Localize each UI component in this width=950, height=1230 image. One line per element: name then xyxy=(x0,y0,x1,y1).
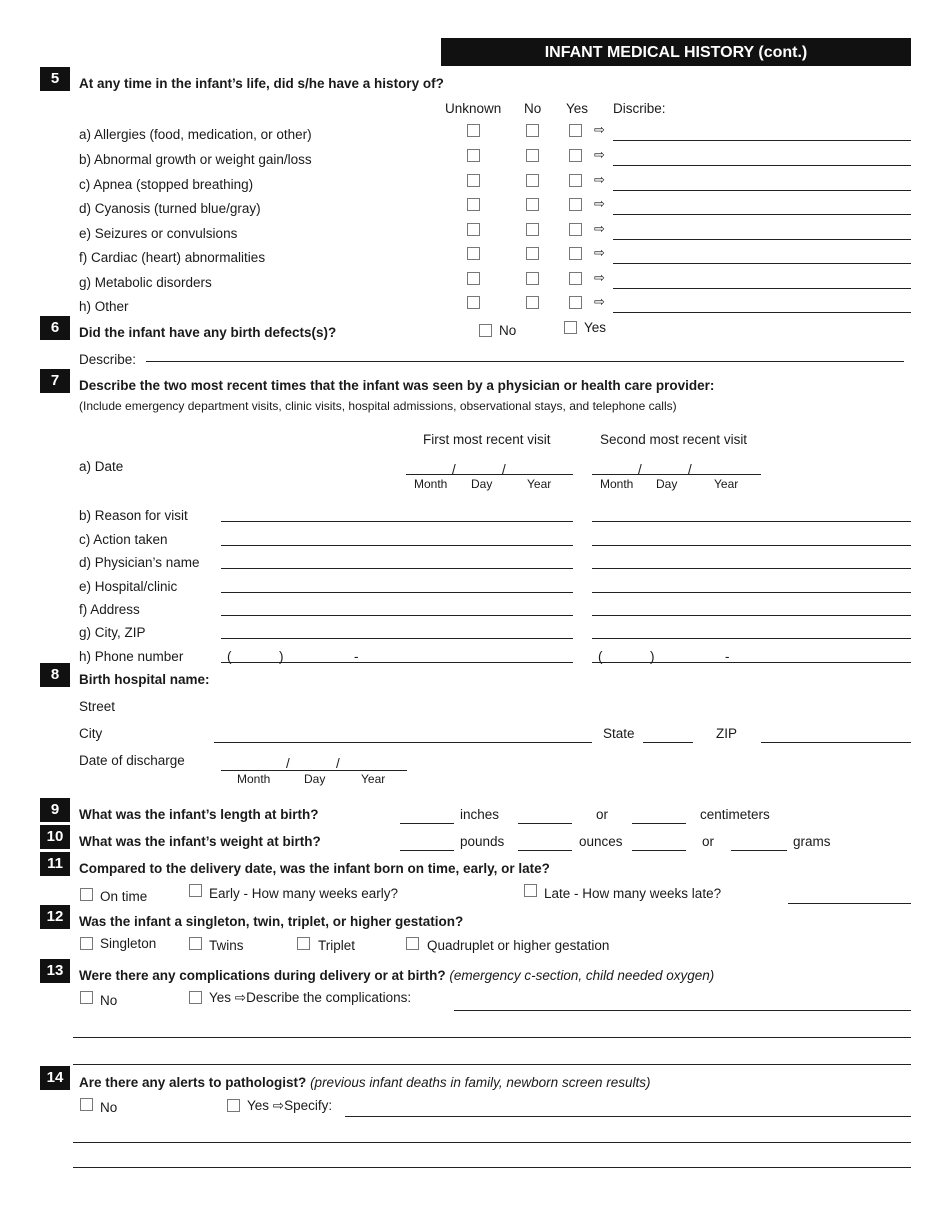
q7-second-visit-field[interactable] xyxy=(592,615,911,616)
q8-discharge-field[interactable] xyxy=(221,770,407,771)
q14-hint: (previous infant deaths in family, newborn screen results) xyxy=(310,1075,651,1090)
q11-on-time-label: On time xyxy=(100,889,148,904)
q5-yes-checkbox[interactable] xyxy=(569,247,582,260)
col-yes: Yes xyxy=(566,101,589,116)
arrow-right-icon: ⇨ xyxy=(594,147,605,162)
q14-no-checkbox[interactable] xyxy=(80,1098,93,1111)
q11-question: Compared to the delivery date, was the infant born on time, early, or late? xyxy=(79,861,550,876)
q6-yes-label: Yes xyxy=(584,320,607,335)
q5-item-label: d) Cyanosis (turned blue/gray) xyxy=(79,201,261,216)
q5-describe-field[interactable] xyxy=(613,263,911,264)
q7-row-label: h) Phone number xyxy=(79,649,184,664)
q13-describe-label: Describe the complications: xyxy=(246,990,412,1005)
q5-yes-checkbox[interactable] xyxy=(569,198,582,211)
q8-zip-field[interactable] xyxy=(761,742,911,743)
q12-triplet-checkbox[interactable] xyxy=(297,937,310,950)
q5-yes-checkbox[interactable] xyxy=(569,149,582,162)
day-label: Day xyxy=(471,477,493,491)
q5-yes-checkbox[interactable] xyxy=(569,272,582,285)
q14-question: Are there any alerts to pathologist? xyxy=(79,1075,307,1090)
q8-question: Birth hospital name: xyxy=(79,672,210,687)
q5-yes-checkbox[interactable] xyxy=(569,223,582,236)
q10-question: What was the infant’s weight at birth? xyxy=(79,834,321,849)
q13-no-checkbox[interactable] xyxy=(80,991,93,1004)
q5-describe-field[interactable] xyxy=(613,312,911,313)
q9-or: or xyxy=(596,807,609,822)
slash: / xyxy=(638,462,642,477)
q7-second-visit-field[interactable] xyxy=(592,662,911,663)
q14-specify-label: Specify: xyxy=(284,1098,333,1113)
q12-twins-checkbox[interactable] xyxy=(189,937,202,950)
q12-triplet-label: Triplet xyxy=(318,938,356,953)
q5-no-checkbox[interactable] xyxy=(526,296,539,309)
q8-discharge-label: Date of discharge xyxy=(79,753,185,768)
q5-describe-field[interactable] xyxy=(613,288,911,289)
q5-item-label: h) Other xyxy=(79,299,129,314)
q5-item-label: f) Cardiac (heart) abnormalities xyxy=(79,250,266,265)
q5-item-label: a) Allergies (food, medication, or other) xyxy=(79,127,312,142)
q7-first-visit-field[interactable] xyxy=(221,662,573,663)
q7-row-label: g) City, ZIP xyxy=(79,625,146,640)
q12-singleton-label: Singleton xyxy=(100,936,157,951)
q5-yes-checkbox[interactable] xyxy=(569,296,582,309)
q9-cm-field[interactable] xyxy=(632,823,686,824)
q5-unknown-checkbox[interactable] xyxy=(467,149,480,162)
month-label: Month xyxy=(414,477,448,491)
q5-item-label: b) Abnormal growth or weight gain/loss xyxy=(79,152,312,167)
q14-specify-field-line3[interactable] xyxy=(73,1167,911,1168)
q12-quad-checkbox[interactable] xyxy=(406,937,419,950)
arrow-right-icon: ⇨ xyxy=(594,245,605,260)
q9-cm-label: centimeters xyxy=(700,807,770,822)
col-no: No xyxy=(524,101,542,116)
q7-second-visit-field[interactable] xyxy=(592,545,911,546)
q14-specify-field-line2[interactable] xyxy=(73,1142,911,1143)
q8-city-label: City xyxy=(79,726,103,741)
q7-row-label: f) Address xyxy=(79,602,140,617)
q5-unknown-checkbox[interactable] xyxy=(467,198,480,211)
question-number-14: 14 xyxy=(40,1066,70,1090)
q6-describe-field[interactable] xyxy=(146,361,904,362)
q5-no-checkbox[interactable] xyxy=(526,223,539,236)
q7-second-visit-field[interactable] xyxy=(592,568,911,569)
q10-grams-field[interactable] xyxy=(731,850,787,851)
day-label: Day xyxy=(304,772,326,786)
question-number-10: 10 xyxy=(40,825,70,849)
q7-date-label: a) Date xyxy=(79,459,124,474)
q5-item-label: e) Seizures or convulsions xyxy=(79,226,238,241)
slash: / xyxy=(336,756,340,771)
arrow-right-icon: ⇨ xyxy=(234,990,247,1005)
q5-describe-field[interactable] xyxy=(613,140,911,141)
col-unknown: Unknown xyxy=(445,101,502,116)
q7-row-label: d) Physician’s name xyxy=(79,555,200,570)
q13-describe-field-line2[interactable] xyxy=(73,1037,911,1038)
q10-ounces-extra-field[interactable] xyxy=(632,850,686,851)
question-number-6: 6 xyxy=(40,316,70,340)
q8-zip-label: ZIP xyxy=(716,726,738,741)
question-number-11: 11 xyxy=(40,852,70,876)
question-number-9: 9 xyxy=(40,798,70,822)
q13-yes-line xyxy=(209,990,411,1006)
slash: / xyxy=(502,462,506,477)
question-number-13: 13 xyxy=(40,959,70,983)
year-label: Year xyxy=(714,477,739,491)
col-describe: Discribe: xyxy=(613,101,666,116)
q13-describe-field[interactable] xyxy=(454,1010,911,1011)
q7-second-date-field[interactable] xyxy=(592,474,761,475)
q7-first-date-field[interactable] xyxy=(406,474,573,475)
q13-question-line xyxy=(79,968,714,983)
q13-no-label: No xyxy=(100,993,118,1008)
q5-unknown-checkbox[interactable] xyxy=(467,272,480,285)
q7-note: (Include emergency department visits, clinic visits, hospital admissions, observational stays, and telephone calls) xyxy=(79,399,677,413)
q14-question-line xyxy=(79,1075,650,1090)
q6-question: Did the infant have any birth defects(s)? xyxy=(79,325,337,340)
q13-question: Were there any complications during delivery or at birth? xyxy=(79,968,446,983)
q9-question: What was the infant’s length at birth? xyxy=(79,807,319,822)
q7-second-visit-header: Second most recent visit xyxy=(600,432,748,447)
q5-describe-field[interactable] xyxy=(613,239,911,240)
q7-row-label: c) Action taken xyxy=(79,532,168,547)
slash: / xyxy=(286,756,290,771)
phone-close-paren: ) xyxy=(650,649,655,664)
q9-inches-label: inches xyxy=(460,807,500,822)
q5-unknown-checkbox[interactable] xyxy=(467,124,480,137)
page-header: INFANT MEDICAL HISTORY (cont.) xyxy=(441,38,911,66)
arrow-right-icon: ⇨ xyxy=(594,221,605,236)
q5-unknown-checkbox[interactable] xyxy=(467,174,480,187)
q6-no-label: No xyxy=(499,323,517,338)
q13-describe-field-line3[interactable] xyxy=(73,1064,911,1065)
arrow-right-icon: ⇨ xyxy=(594,294,605,309)
q10-ounces-label: ounces xyxy=(579,834,623,849)
q11-on-time-checkbox[interactable] xyxy=(80,888,93,901)
month-label: Month xyxy=(600,477,634,491)
q14-specify-field[interactable] xyxy=(345,1116,911,1117)
q5-describe-field[interactable] xyxy=(613,165,911,166)
q7-first-visit-field[interactable] xyxy=(221,592,573,593)
q11-weeks-field[interactable] xyxy=(788,903,911,904)
phone-dash: - xyxy=(354,649,359,664)
question-number-8: 8 xyxy=(40,663,70,687)
q5-unknown-checkbox[interactable] xyxy=(467,296,480,309)
q11-early-label: Early - How many weeks early? xyxy=(209,886,399,901)
q11-late-label: Late - How many weeks late? xyxy=(544,886,722,901)
arrow-right-icon: ⇨ xyxy=(594,122,605,137)
arrow-right-icon: ⇨ xyxy=(594,270,605,285)
q5-yes-checkbox[interactable] xyxy=(569,124,582,137)
q5-item-label: c) Apnea (stopped breathing) xyxy=(79,177,254,192)
phone-open-paren: ( xyxy=(227,649,232,664)
q7-second-visit-field[interactable] xyxy=(592,592,911,593)
q10-pounds-label: pounds xyxy=(460,834,505,849)
q14-yes-line xyxy=(247,1098,332,1114)
q8-street-label: Street xyxy=(79,699,116,714)
phone-open-paren: ( xyxy=(598,649,603,664)
day-label: Day xyxy=(656,477,678,491)
q10-ounces-field[interactable] xyxy=(518,850,572,851)
q7-first-visit-field[interactable] xyxy=(221,568,573,569)
year-label: Year xyxy=(361,772,386,786)
arrow-right-icon: ⇨ xyxy=(594,172,605,187)
q9-inches-extra-field[interactable] xyxy=(518,823,572,824)
arrow-right-icon: ⇨ xyxy=(594,196,605,211)
q7-second-visit-field[interactable] xyxy=(592,638,911,639)
phone-close-paren: ) xyxy=(279,649,284,664)
q11-early-checkbox[interactable] xyxy=(189,884,202,897)
question-number-12: 12 xyxy=(40,905,70,929)
q7-row-label: e) Hospital/clinic xyxy=(79,579,178,594)
q5-no-checkbox[interactable] xyxy=(526,272,539,285)
q10-or: or xyxy=(702,834,715,849)
q7-row-label: b) Reason for visit xyxy=(79,508,188,523)
q5-unknown-checkbox[interactable] xyxy=(467,247,480,260)
q12-question: Was the infant a singleton, twin, triplet, or higher gestation? xyxy=(79,914,464,929)
q14-yes-checkbox[interactable] xyxy=(227,1099,240,1112)
arrow-right-icon: ⇨ xyxy=(272,1098,285,1113)
q13-yes-label: Yes xyxy=(209,990,232,1005)
q6-describe-label: Describe: xyxy=(79,352,137,367)
q5-describe-field[interactable] xyxy=(613,190,911,191)
q7-first-visit-header: First most recent visit xyxy=(423,432,551,447)
q13-yes-checkbox[interactable] xyxy=(189,991,202,1004)
q5-item-label: g) Metabolic disorders xyxy=(79,275,212,290)
q5-no-checkbox[interactable] xyxy=(526,198,539,211)
q5-no-checkbox[interactable] xyxy=(526,247,539,260)
q5-describe-field[interactable] xyxy=(613,214,911,215)
q9-inches-field[interactable] xyxy=(400,823,454,824)
q5-question: At any time in the infant’s life, did s/he have a history of? xyxy=(79,76,444,91)
q5-no-checkbox[interactable] xyxy=(526,149,539,162)
q5-no-checkbox[interactable] xyxy=(526,124,539,137)
q10-grams-label: grams xyxy=(793,834,831,849)
question-number-7: 7 xyxy=(40,369,70,393)
q14-yes-label: Yes xyxy=(247,1098,270,1113)
slash: / xyxy=(452,462,456,477)
q5-unknown-checkbox[interactable] xyxy=(467,223,480,236)
question-number-5: 5 xyxy=(40,67,70,91)
q7-second-visit-field[interactable] xyxy=(592,521,911,522)
q12-singleton-checkbox[interactable] xyxy=(80,937,93,950)
month-label: Month xyxy=(237,772,271,786)
phone-dash: - xyxy=(725,649,730,664)
q7-first-visit-field[interactable] xyxy=(221,615,573,616)
q14-no-label: No xyxy=(100,1100,118,1115)
q5-no-checkbox[interactable] xyxy=(526,174,539,187)
q8-city-field[interactable] xyxy=(214,742,592,743)
q10-pounds-field[interactable] xyxy=(400,850,454,851)
q8-state-label: State xyxy=(603,726,635,741)
q6-yes-checkbox[interactable] xyxy=(564,321,577,334)
q5-yes-checkbox[interactable] xyxy=(569,174,582,187)
year-label: Year xyxy=(527,477,552,491)
q6-no-checkbox[interactable] xyxy=(479,324,492,337)
q13-hint: (emergency c-section, child needed oxygen) xyxy=(449,968,715,983)
q11-late-checkbox[interactable] xyxy=(524,884,537,897)
q8-state-field[interactable] xyxy=(643,742,693,743)
slash: / xyxy=(688,462,692,477)
q7-first-visit-field[interactable] xyxy=(221,521,573,522)
q12-quad-label: Quadruplet or higher gestation xyxy=(427,938,610,953)
q12-twins-label: Twins xyxy=(209,938,244,953)
q7-first-visit-field[interactable] xyxy=(221,545,573,546)
q7-first-visit-field[interactable] xyxy=(221,638,573,639)
q7-question: Describe the two most recent times that the infant was seen by a physician or health care provider: xyxy=(79,378,715,393)
